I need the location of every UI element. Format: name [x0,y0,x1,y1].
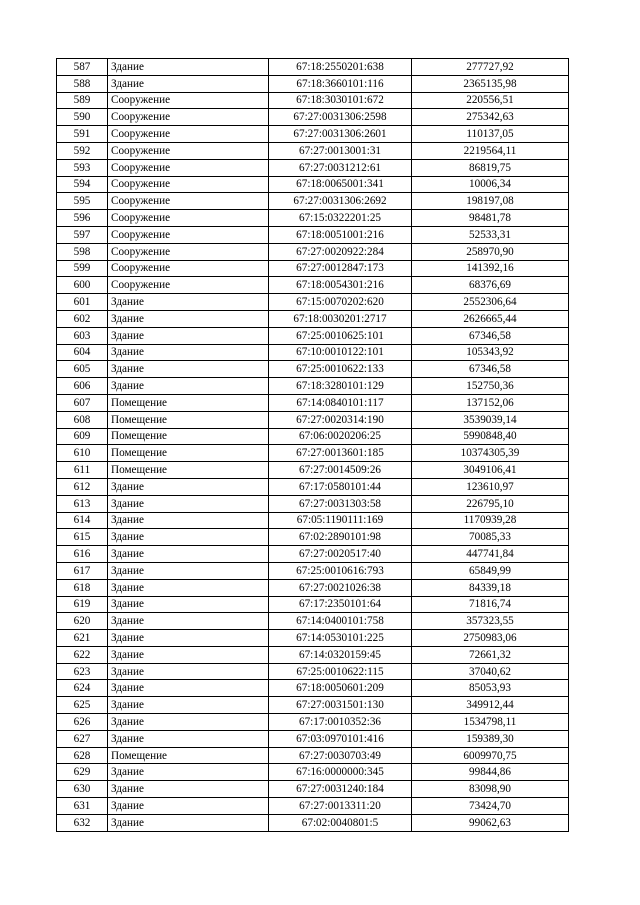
table-row [57,159,569,176]
row-number-cell: 615 [57,529,108,546]
table-row [57,495,569,512]
cadastral-value-cell: 2219564,11 [412,142,569,159]
table-row [57,478,569,495]
row-number-cell: 610 [57,445,108,462]
object-type-cell: Сооружение [108,260,269,277]
cadastral-value-cell: 84339,18 [412,579,569,596]
row-number-cell: 598 [57,243,108,260]
object-type-cell: Здание [108,697,269,714]
cadastral-value-cell: 98481,78 [412,210,569,227]
table-row [57,529,569,546]
row-number-cell: 617 [57,562,108,579]
registry-table-body [57,59,569,832]
cadastral-number-cell: 67:15:0070202:620 [269,294,412,311]
table-row [57,176,569,193]
cadastral-value-cell: 99062,63 [412,814,569,831]
table-row [57,646,569,663]
row-number-cell: 587 [57,59,108,76]
table-row [57,310,569,327]
table-row [57,596,569,613]
cadastral-number-cell: 67:27:0031212:61 [269,159,412,176]
table-row [57,747,569,764]
cadastral-number-cell: 67:17:0580101:44 [269,478,412,495]
object-type-cell: Сооружение [108,126,269,143]
row-number-cell: 627 [57,730,108,747]
cadastral-value-cell: 70085,33 [412,529,569,546]
table-row [57,378,569,395]
cadastral-value-cell: 73424,70 [412,798,569,815]
cadastral-number-cell: 67:14:0320159:45 [269,646,412,663]
cadastral-value-cell: 152750,36 [412,378,569,395]
table-row [57,277,569,294]
cadastral-number-cell: 67:05:1190111:169 [269,512,412,529]
cadastral-number-cell: 67:18:3280101:129 [269,378,412,395]
cadastral-number-cell: 67:18:0065001:341 [269,176,412,193]
row-number-cell: 606 [57,378,108,395]
cadastral-value-cell: 447741,84 [412,546,569,563]
cadastral-value-cell: 3049106,41 [412,462,569,479]
object-type-cell: Сооружение [108,210,269,227]
object-type-cell: Здание [108,814,269,831]
row-number-cell: 626 [57,714,108,731]
object-type-cell: Сооружение [108,176,269,193]
object-type-cell: Здание [108,495,269,512]
object-type-cell: Здание [108,59,269,76]
cadastral-value-cell: 86819,75 [412,159,569,176]
object-type-cell: Здание [108,512,269,529]
object-type-cell: Здание [108,579,269,596]
object-type-cell: Сооружение [108,159,269,176]
cadastral-value-cell: 67346,58 [412,361,569,378]
table-row [57,411,569,428]
row-number-cell: 607 [57,394,108,411]
row-number-cell: 603 [57,327,108,344]
object-type-cell: Здание [108,478,269,495]
row-number-cell: 604 [57,344,108,361]
object-type-cell: Здание [108,75,269,92]
table-row [57,764,569,781]
cadastral-value-cell: 159389,30 [412,730,569,747]
cadastral-value-cell: 141392,16 [412,260,569,277]
cadastral-number-cell: 67:15:0322201:25 [269,210,412,227]
object-type-cell: Здание [108,781,269,798]
row-number-cell: 618 [57,579,108,596]
row-number-cell: 599 [57,260,108,277]
cadastral-number-cell: 67:18:0051001:216 [269,226,412,243]
cadastral-number-cell: 67:25:0010616:793 [269,562,412,579]
row-number-cell: 601 [57,294,108,311]
table-row [57,579,569,596]
table-row [57,462,569,479]
cadastral-number-cell: 67:18:0030201:2717 [269,310,412,327]
cadastral-number-cell: 67:27:0030703:49 [269,747,412,764]
row-number-cell: 608 [57,411,108,428]
table-row [57,781,569,798]
table-row [57,680,569,697]
table-row [57,294,569,311]
row-number-cell: 609 [57,428,108,445]
table-row [57,210,569,227]
object-type-cell: Здание [108,546,269,563]
cadastral-value-cell: 52533,31 [412,226,569,243]
cadastral-value-cell: 220556,51 [412,92,569,109]
object-type-cell: Здание [108,562,269,579]
table-row [57,814,569,831]
table-row [57,361,569,378]
cadastral-number-cell: 67:03:0970101:416 [269,730,412,747]
cadastral-number-cell: 67:27:0031306:2692 [269,193,412,210]
cadastral-value-cell: 85053,93 [412,680,569,697]
cadastral-value-cell: 83098,90 [412,781,569,798]
cadastral-number-cell: 67:27:0021026:38 [269,579,412,596]
object-type-cell: Здание [108,310,269,327]
object-type-cell: Здание [108,378,269,395]
row-number-cell: 612 [57,478,108,495]
object-type-cell: Сооружение [108,92,269,109]
object-type-cell: Помещение [108,747,269,764]
cadastral-number-cell: 67:27:0020314:190 [269,411,412,428]
object-type-cell: Сооружение [108,277,269,294]
row-number-cell: 613 [57,495,108,512]
cadastral-value-cell: 67346,58 [412,327,569,344]
object-type-cell: Здание [108,361,269,378]
object-type-cell: Помещение [108,462,269,479]
object-type-cell: Здание [108,764,269,781]
cadastral-number-cell: 67:27:0031501:130 [269,697,412,714]
row-number-cell: 590 [57,109,108,126]
cadastral-value-cell: 5990848,40 [412,428,569,445]
cadastral-value-cell: 1534798,11 [412,714,569,731]
cadastral-number-cell: 67:27:0013001:31 [269,142,412,159]
row-number-cell: 611 [57,462,108,479]
cadastral-value-cell: 71816,74 [412,596,569,613]
table-row [57,714,569,731]
cadastral-value-cell: 3539039,14 [412,411,569,428]
row-number-cell: 605 [57,361,108,378]
cadastral-number-cell: 67:16:0000000:345 [269,764,412,781]
cadastral-number-cell: 67:17:0010352:36 [269,714,412,731]
row-number-cell: 596 [57,210,108,227]
row-number-cell: 594 [57,176,108,193]
cadastral-number-cell: 67:18:3030101:672 [269,92,412,109]
cadastral-number-cell: 67:27:0020922:284 [269,243,412,260]
table-row [57,512,569,529]
table-row [57,226,569,243]
cadastral-value-cell: 110137,05 [412,126,569,143]
cadastral-value-cell: 277727,92 [412,59,569,76]
object-type-cell: Здание [108,327,269,344]
table-row [57,92,569,109]
object-type-cell: Здание [108,613,269,630]
cadastral-number-cell: 67:02:0040801:5 [269,814,412,831]
cadastral-number-cell: 67:27:0012847:173 [269,260,412,277]
cadastral-value-cell: 37040,62 [412,663,569,680]
row-number-cell: 614 [57,512,108,529]
object-type-cell: Сооружение [108,226,269,243]
table-row [57,109,569,126]
row-number-cell: 622 [57,646,108,663]
cadastral-number-cell: 67:27:0031240:184 [269,781,412,798]
cadastral-number-cell: 67:18:2550201:638 [269,59,412,76]
cadastral-number-cell: 67:06:0020206:25 [269,428,412,445]
table-row [57,394,569,411]
cadastral-value-cell: 99844,86 [412,764,569,781]
cadastral-value-cell: 6009970,75 [412,747,569,764]
row-number-cell: 629 [57,764,108,781]
object-type-cell: Здание [108,663,269,680]
table-row [57,445,569,462]
table-row [57,260,569,277]
object-type-cell: Здание [108,798,269,815]
cadastral-value-cell: 2552306,64 [412,294,569,311]
object-type-cell: Помещение [108,394,269,411]
object-type-cell: Сооружение [108,142,269,159]
cadastral-value-cell: 123610,97 [412,478,569,495]
cadastral-number-cell: 67:18:3660101:116 [269,75,412,92]
table-row [57,59,569,76]
cadastral-value-cell: 349912,44 [412,697,569,714]
row-number-cell: 631 [57,798,108,815]
cadastral-number-cell: 67:02:2890101:98 [269,529,412,546]
cadastral-value-cell: 357323,55 [412,613,569,630]
cadastral-value-cell: 65849,99 [412,562,569,579]
table-row [57,142,569,159]
object-type-cell: Помещение [108,428,269,445]
object-type-cell: Сооружение [108,193,269,210]
row-number-cell: 589 [57,92,108,109]
object-type-cell: Здание [108,680,269,697]
cadastral-number-cell: 67:27:0014509:26 [269,462,412,479]
row-number-cell: 616 [57,546,108,563]
cadastral-number-cell: 67:14:0530101:225 [269,630,412,647]
cadastral-number-cell: 67:27:0020517:40 [269,546,412,563]
cadastral-value-cell: 2365135,98 [412,75,569,92]
table-row [57,428,569,445]
table-row [57,613,569,630]
cadastral-number-cell: 67:27:0031303:58 [269,495,412,512]
row-number-cell: 625 [57,697,108,714]
object-type-cell: Здание [108,294,269,311]
object-type-cell: Здание [108,730,269,747]
object-type-cell: Сооружение [108,243,269,260]
object-type-cell: Сооружение [108,109,269,126]
cadastral-value-cell: 258970,90 [412,243,569,260]
row-number-cell: 600 [57,277,108,294]
cadastral-value-cell: 10006,34 [412,176,569,193]
table-row [57,193,569,210]
document-page [56,58,569,832]
row-number-cell: 593 [57,159,108,176]
cadastral-value-cell: 72661,32 [412,646,569,663]
cadastral-number-cell: 67:27:0013601:185 [269,445,412,462]
object-type-cell: Здание [108,344,269,361]
table-row [57,730,569,747]
row-number-cell: 623 [57,663,108,680]
row-number-cell: 595 [57,193,108,210]
cadastral-value-cell: 226795,10 [412,495,569,512]
row-number-cell: 630 [57,781,108,798]
cadastral-number-cell: 67:18:0054301:216 [269,277,412,294]
object-type-cell: Здание [108,714,269,731]
cadastral-value-cell: 198197,08 [412,193,569,210]
table-row [57,327,569,344]
row-number-cell: 591 [57,126,108,143]
cadastral-value-cell: 275342,63 [412,109,569,126]
cadastral-value-cell: 68376,69 [412,277,569,294]
table-row [57,243,569,260]
object-type-cell: Здание [108,529,269,546]
property-registry-table [56,58,569,832]
table-row [57,697,569,714]
object-type-cell: Здание [108,646,269,663]
row-number-cell: 620 [57,613,108,630]
table-row [57,75,569,92]
cadastral-number-cell: 67:14:0400101:758 [269,613,412,630]
row-number-cell: 619 [57,596,108,613]
object-type-cell: Помещение [108,411,269,428]
table-row [57,546,569,563]
table-row [57,562,569,579]
cadastral-number-cell: 67:17:2350101:64 [269,596,412,613]
table-row [57,798,569,815]
cadastral-value-cell: 2626665,44 [412,310,569,327]
cadastral-value-cell: 10374305,39 [412,445,569,462]
cadastral-number-cell: 67:25:0010625:101 [269,327,412,344]
table-row [57,126,569,143]
cadastral-value-cell: 105343,92 [412,344,569,361]
row-number-cell: 624 [57,680,108,697]
row-number-cell: 592 [57,142,108,159]
cadastral-value-cell: 137152,06 [412,394,569,411]
row-number-cell: 628 [57,747,108,764]
object-type-cell: Помещение [108,445,269,462]
cadastral-number-cell: 67:27:0013311:20 [269,798,412,815]
cadastral-number-cell: 67:25:0010622:133 [269,361,412,378]
row-number-cell: 597 [57,226,108,243]
row-number-cell: 588 [57,75,108,92]
cadastral-number-cell: 67:14:0840101:117 [269,394,412,411]
cadastral-value-cell: 1170939,28 [412,512,569,529]
table-row [57,344,569,361]
cadastral-number-cell: 67:10:0010122:101 [269,344,412,361]
cadastral-number-cell: 67:27:0031306:2601 [269,126,412,143]
object-type-cell: Здание [108,630,269,647]
cadastral-number-cell: 67:25:0010622:115 [269,663,412,680]
object-type-cell: Здание [108,596,269,613]
table-row [57,630,569,647]
table-row [57,663,569,680]
row-number-cell: 602 [57,310,108,327]
cadastral-number-cell: 67:27:0031306:2598 [269,109,412,126]
row-number-cell: 621 [57,630,108,647]
row-number-cell: 632 [57,814,108,831]
cadastral-value-cell: 2750983,06 [412,630,569,647]
cadastral-number-cell: 67:18:0050601:209 [269,680,412,697]
